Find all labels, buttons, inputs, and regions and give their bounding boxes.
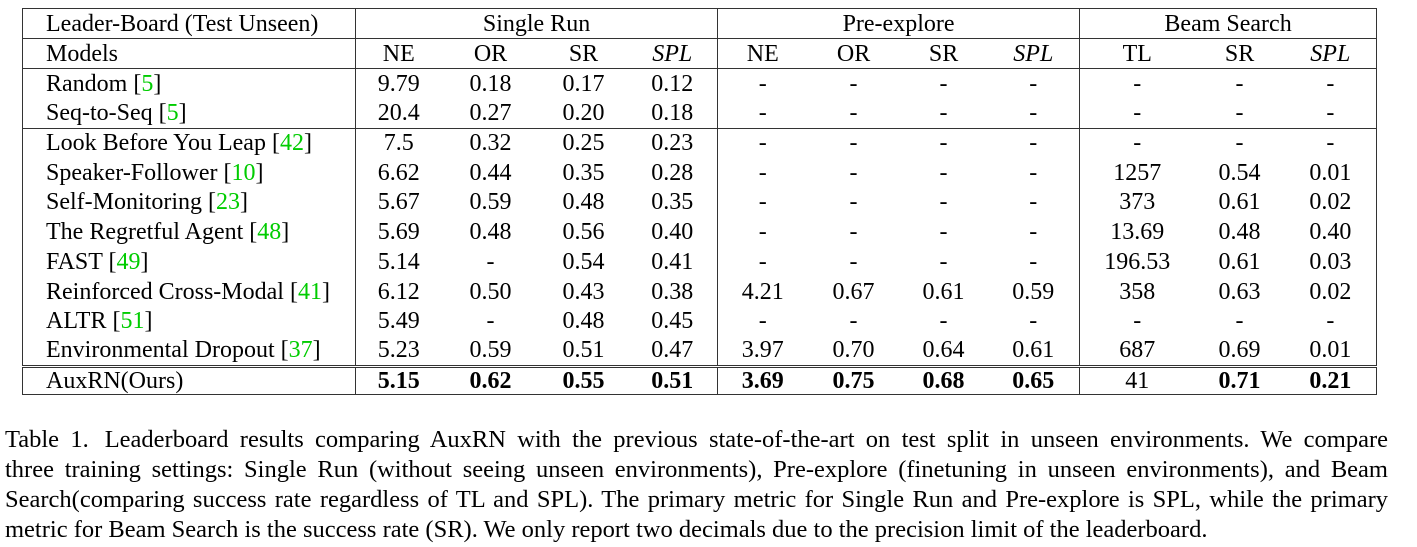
citation-link[interactable]: 49 <box>116 248 141 275</box>
score-single-run-ne: 9.79 <box>356 69 442 99</box>
score-single-run-or: 0.18 <box>469 70 512 97</box>
score-beam-search-tl: 13.69 <box>1080 217 1195 247</box>
model-name: AuxRN(Ours) <box>46 367 184 394</box>
model-name-cell <box>23 277 356 307</box>
caption-line <box>5 515 1388 545</box>
header-row-metrics <box>23 39 1377 69</box>
model-name: Reinforced Cross-Modal [ <box>46 278 298 305</box>
score-beam-search-tl: - <box>1080 69 1195 99</box>
leaderboard-body <box>23 69 1377 395</box>
score-pre-explore-spl: - <box>1029 189 1038 216</box>
score-single-run-ne: 6.62 <box>356 158 442 188</box>
score-pre-explore-sr: - <box>900 98 988 128</box>
score-pre-explore-spl: - <box>1029 219 1038 246</box>
score-beam-search-spl: - <box>1285 98 1377 128</box>
score-pre-explore-or: - <box>849 70 858 97</box>
table-row <box>23 366 1377 394</box>
score-pre-explore-spl: 0.65 <box>1012 367 1055 394</box>
model-name: Environmental Dropout [ <box>46 337 289 364</box>
score-pre-explore-sr: - <box>939 248 948 275</box>
score-pre-explore-spl: 0.61 <box>988 336 1080 366</box>
metric-header-pre-explore-ne: NE <box>718 39 808 69</box>
score-pre-explore-sr: 0.61 <box>922 278 965 305</box>
score-pre-explore-spl: - <box>1029 130 1038 157</box>
score-pre-explore-or: - <box>849 308 858 335</box>
score-beam-search-spl: - <box>1326 70 1335 97</box>
metric-header-beam-search-sr: SR <box>1195 39 1285 69</box>
score-pre-explore-or: - <box>849 130 858 157</box>
citation-bracket: ] <box>303 130 312 157</box>
score-single-run-ne: 6.12 <box>356 277 442 307</box>
score-single-run-sr: 0.17 <box>562 70 605 97</box>
citation-bracket: ] <box>255 159 264 186</box>
score-beam-search-sr: - <box>1235 130 1244 157</box>
model-name: Look Before You Leap [ <box>46 130 280 157</box>
metric-header-single-run-sr: SR <box>540 39 628 69</box>
score-single-run-spl: 0.51 <box>651 367 694 394</box>
score-pre-explore-ne: - <box>718 128 808 158</box>
score-pre-explore-or: - <box>849 189 858 216</box>
citation-bracket: ] <box>312 337 321 364</box>
citation-link[interactable]: 42 <box>279 130 304 157</box>
score-single-run-ne: 5.67 <box>356 188 442 218</box>
score-pre-explore-sr: - <box>939 70 948 97</box>
score-beam-search-spl: - <box>1326 308 1335 335</box>
score-pre-explore-or: 0.70 <box>808 336 900 366</box>
metric-header-pre-explore-spl: SPL <box>988 39 1080 69</box>
model-name: Random [ <box>46 70 142 97</box>
score-beam-search-tl: 687 <box>1080 336 1195 366</box>
citation-link[interactable]: 37 <box>288 337 313 364</box>
table-row <box>23 128 1377 158</box>
score-pre-explore-or: - <box>849 248 858 275</box>
score-single-run-spl: 0.35 <box>651 189 694 216</box>
score-single-run-or: 0.32 <box>469 130 512 157</box>
score-pre-explore-ne: - <box>718 188 808 218</box>
table-row <box>23 69 1377 99</box>
score-single-run-or: 0.27 <box>442 98 540 128</box>
citation-link[interactable]: 48 <box>257 219 282 246</box>
score-pre-explore-sr: 0.64 <box>900 336 988 366</box>
model-name-cell <box>23 336 356 366</box>
score-beam-search-sr: 0.63 <box>1218 278 1261 305</box>
table-row <box>23 188 1377 218</box>
table-row <box>23 247 1377 277</box>
score-pre-explore-spl: - <box>1029 70 1038 97</box>
score-beam-search-sr: 0.48 <box>1218 219 1261 246</box>
table-title: Leader-Board (Test Unseen) <box>23 9 356 39</box>
caption-line <box>5 425 1388 455</box>
score-beam-search-tl: 373 <box>1080 188 1195 218</box>
group-header-single-run: Single Run <box>356 9 718 39</box>
model-name-cell <box>23 98 356 128</box>
citation-bracket: ] <box>239 189 248 216</box>
score-beam-search-tl: 1257 <box>1080 158 1195 188</box>
metric-header-pre-explore-sr: SR <box>900 39 988 69</box>
score-pre-explore-spl: - <box>1029 308 1038 335</box>
score-pre-explore-or: - <box>849 159 858 186</box>
caption-text: three training settings: Single Run (without seeing unseen environments), Pre-explore (finetuning in unseen environments), and Beam <box>5 456 1388 483</box>
table-row <box>23 158 1377 188</box>
score-single-run-sr: 0.56 <box>562 219 605 246</box>
score-beam-search-tl: 196.53 <box>1080 247 1195 277</box>
model-name: Seq-to-Seq [ <box>46 99 167 126</box>
score-single-run-sr: 0.51 <box>540 336 628 366</box>
score-single-run-ne: 20.4 <box>356 98 442 128</box>
score-beam-search-tl: 358 <box>1080 277 1195 307</box>
score-pre-explore-spl: - <box>988 98 1080 128</box>
citation-link[interactable]: 10 <box>231 159 256 186</box>
score-beam-search-spl: 0.02 <box>1309 189 1352 216</box>
score-single-run-ne: 5.15 <box>356 366 442 394</box>
score-single-run-ne: 5.14 <box>356 247 442 277</box>
score-beam-search-tl: - <box>1080 307 1195 337</box>
group-header-pre-explore: Pre-explore <box>718 9 1080 39</box>
score-single-run-ne: 5.69 <box>356 217 442 247</box>
metric-header-beam-search-spl: SPL <box>1285 39 1377 69</box>
score-single-run-spl: 0.47 <box>628 336 718 366</box>
score-beam-search-spl: 0.01 <box>1285 336 1377 366</box>
model-name-cell <box>23 366 356 394</box>
table-row <box>23 277 1377 307</box>
models-header: Models <box>23 39 356 69</box>
score-single-run-spl: 0.38 <box>651 278 694 305</box>
score-single-run-sr: 0.20 <box>540 98 628 128</box>
score-single-run-or: 0.50 <box>469 278 512 305</box>
score-pre-explore-ne: 3.69 <box>718 366 808 394</box>
score-single-run-spl: 0.23 <box>651 130 694 157</box>
header-row-groups <box>23 9 1377 39</box>
score-single-run-sr: 0.55 <box>562 367 605 394</box>
group-header-beam-search: Beam Search <box>1080 9 1377 39</box>
model-name: FAST [ <box>46 248 117 275</box>
score-beam-search-sr: 0.54 <box>1218 159 1261 186</box>
score-single-run-or: 0.44 <box>469 159 512 186</box>
score-single-run-spl: 0.12 <box>651 70 694 97</box>
model-name-cell <box>23 158 356 188</box>
caption-label: Table 1. <box>5 426 89 453</box>
citation-bracket: ] <box>144 308 153 335</box>
score-single-run-sr: 0.35 <box>562 159 605 186</box>
model-name-cell <box>23 128 356 158</box>
caption-text: metric for Beam Search is the success rate (SR). We only report two decimals due to the precision limit of the leaderboard. <box>5 516 1208 543</box>
score-beam-search-tl: 41 <box>1080 366 1195 394</box>
score-pre-explore-spl: 0.59 <box>1012 278 1055 305</box>
model-name-cell <box>23 69 356 99</box>
score-pre-explore-sr: - <box>939 159 948 186</box>
score-pre-explore-sr: - <box>939 219 948 246</box>
score-single-run-sr: 0.54 <box>562 248 605 275</box>
score-single-run-spl: 0.41 <box>651 248 694 275</box>
model-name: Self-Monitoring [ <box>46 189 216 216</box>
score-single-run-or: - <box>486 308 495 335</box>
caption-text: Search(comparing success rate regardless of TL and SPL). The primary metric for Single Run and Pre-explore is SPL, while the primary <box>5 486 1388 513</box>
score-pre-explore-ne: 4.21 <box>718 277 808 307</box>
citation-link[interactable]: 5 <box>166 99 179 126</box>
metric-header-single-run-ne: NE <box>356 39 442 69</box>
score-beam-search-sr: 0.69 <box>1195 336 1285 366</box>
score-pre-explore-ne: - <box>718 158 808 188</box>
score-beam-search-spl: 0.40 <box>1309 219 1352 246</box>
score-single-run-spl: 0.40 <box>651 219 694 246</box>
score-pre-explore-ne: - <box>718 307 808 337</box>
leaderboard-table <box>22 8 1377 395</box>
score-single-run-spl: 0.45 <box>651 308 694 335</box>
score-pre-explore-sr: - <box>939 130 948 157</box>
score-beam-search-sr: 0.71 <box>1218 367 1261 394</box>
score-single-run-or: 0.62 <box>469 367 512 394</box>
score-beam-search-sr: 0.61 <box>1218 248 1261 275</box>
score-pre-explore-ne: - <box>718 98 808 128</box>
score-single-run-sr: 0.25 <box>562 130 605 157</box>
metric-header-pre-explore-or: OR <box>808 39 900 69</box>
score-pre-explore-ne: - <box>718 69 808 99</box>
table-row <box>23 336 1377 366</box>
model-name: ALTR [ <box>46 308 121 335</box>
score-pre-explore-or: 0.75 <box>832 367 875 394</box>
score-pre-explore-or: - <box>849 219 858 246</box>
score-single-run-ne: 5.23 <box>356 336 442 366</box>
table-caption <box>5 425 1388 545</box>
score-beam-search-sr: - <box>1195 98 1285 128</box>
score-single-run-or: 0.59 <box>469 189 512 216</box>
model-name-cell <box>23 307 356 337</box>
score-pre-explore-or: 0.67 <box>832 278 875 305</box>
score-beam-search-tl: - <box>1080 98 1195 128</box>
citation-link[interactable]: 5 <box>141 70 154 97</box>
caption-line <box>5 455 1388 485</box>
score-single-run-or: 0.59 <box>442 336 540 366</box>
citation-link[interactable]: 51 <box>120 308 145 335</box>
score-pre-explore-sr: - <box>939 189 948 216</box>
score-beam-search-spl: 0.21 <box>1309 367 1352 394</box>
citation-link[interactable]: 23 <box>215 189 240 216</box>
score-single-run-or: 0.48 <box>469 219 512 246</box>
score-pre-explore-spl: - <box>1029 159 1038 186</box>
score-single-run-ne: 7.5 <box>356 128 442 158</box>
score-single-run-sr: 0.43 <box>562 278 605 305</box>
model-name-cell <box>23 247 356 277</box>
model-name: The Regretful Agent [ <box>46 219 258 246</box>
score-single-run-spl: 0.18 <box>628 98 718 128</box>
model-name-cell <box>23 217 356 247</box>
score-pre-explore-sr: 0.68 <box>922 367 965 394</box>
score-pre-explore-or: - <box>808 98 900 128</box>
model-name: Speaker-Follower [ <box>46 159 232 186</box>
score-beam-search-spl: 0.01 <box>1309 159 1352 186</box>
score-single-run-sr: 0.48 <box>562 308 605 335</box>
score-single-run-sr: 0.48 <box>562 189 605 216</box>
score-beam-search-spl: 0.02 <box>1309 278 1352 305</box>
score-pre-explore-sr: - <box>939 308 948 335</box>
citation-link[interactable]: 41 <box>297 278 322 305</box>
score-beam-search-sr: 0.61 <box>1218 189 1261 216</box>
score-pre-explore-ne: - <box>718 247 808 277</box>
table-row <box>23 98 1377 128</box>
score-beam-search-tl: - <box>1080 128 1195 158</box>
score-pre-explore-ne: - <box>718 217 808 247</box>
citation-bracket: ] <box>321 278 330 305</box>
table-row <box>23 217 1377 247</box>
citation-bracket: ] <box>140 248 149 275</box>
caption-line <box>5 485 1388 515</box>
metric-header-single-run-spl: SPL <box>628 39 718 69</box>
score-single-run-ne: 5.49 <box>356 307 442 337</box>
score-single-run-or: - <box>486 248 495 275</box>
citation-bracket: ] <box>281 219 290 246</box>
citation-bracket: ] <box>153 70 162 97</box>
caption-text: Leaderboard results comparing AuxRN with the previous state-of-the-art on test split in unseen environments. We compare <box>104 426 1388 453</box>
citation-bracket: ] <box>178 99 187 126</box>
score-pre-explore-spl: - <box>1029 248 1038 275</box>
score-single-run-spl: 0.28 <box>651 159 694 186</box>
metric-header-single-run-or: OR <box>442 39 540 69</box>
score-pre-explore-ne: 3.97 <box>718 336 808 366</box>
model-name-cell <box>23 188 356 218</box>
metric-header-beam-search-tl: TL <box>1080 39 1195 69</box>
score-beam-search-spl: 0.03 <box>1309 248 1352 275</box>
score-beam-search-sr: - <box>1235 308 1244 335</box>
score-beam-search-spl: - <box>1326 130 1335 157</box>
score-beam-search-sr: - <box>1235 70 1244 97</box>
table-row <box>23 307 1377 337</box>
